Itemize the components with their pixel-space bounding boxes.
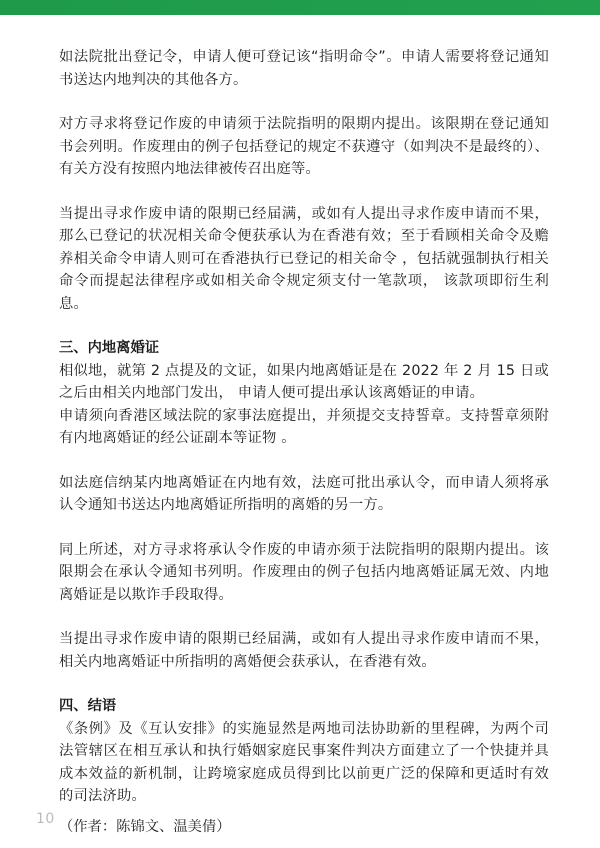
paragraph-recognition-order: 如法庭信纳某内地离婚证在内地有效，法庭可批出承认令，而申请人须将承认令通知书送达内地离婚证所指明的离婚的另一方。	[59, 474, 549, 513]
paragraph-family-court-application: 申请须向香港区域法院的家事法庭提出，并须提交支持誓章。支持誓章须附有内地离婚证的经公证副本等证物 。	[59, 407, 549, 446]
paragraph-registered-order-effect: 当提出寻求作废申请的限期已经届满，或如有人提出寻求作废申请而不果，那么已登记的状况相关命令便获承认为在香港有效；至于看顾相关命令及赡养相关命令申请人则可在香港执行已登记的相关命令 ，包括就强制执行相关命令而提起法律程序或如相关命令规定须支付一笔款项， 该款项即衍生利息。	[59, 205, 549, 312]
section-heading-divorce-cert: 三、内地离婚证	[59, 340, 160, 356]
paragraph-recognition-set-aside: 同上所述，对方寻求将承认令作废的申请亦须于法院指明的限期内提出。该限期会在承认令通知书列明。作废理由的例子包括内地离婚证属无效、内地离婚证是以欺诈手段取得。	[59, 541, 549, 603]
paragraph-recognition-effect: 当提出寻求作废申请的限期已经届满，或如有人提出寻求作废申请而不果，相关内地离婚证中所指明的离婚便会获承认，在香港有效。	[59, 631, 549, 670]
paragraph-set-aside-application: 对方寻求将登记作废的申请须于法院指明的限期内提出。该限期在登记通知书会列明。作废理由的例子包括登记的规定不获遵守（如判决不是最终的）、有关方没有按照内地法律被传召出庭等。	[59, 116, 549, 177]
paragraph-divorce-cert-intro: 相似地，就第 2 点提及的文证，如果内地离婚证是在 2022 年 2 月 15 日或之后由相关内地部门发出， 申请人便可提出承认该离婚证的申请。	[59, 362, 549, 401]
page-number: 10	[36, 811, 55, 827]
top-accent-bar	[0, 0, 600, 15]
author-credit: （作者：陈锦文、温美倩）	[59, 818, 231, 835]
article-body	[59, 46, 549, 838]
paragraph-conclusion: 《条例》及《互认安排》的实施显然是两地司法协助新的里程碑，为两个司法管辖区在相互承认和执行婚姻家庭民事案件判决方面建立了一个快捷并具成本效益的新机制，让跨境家庭成员得到比以前更广泛的保障和更适时有效的司法济助。	[59, 720, 549, 804]
section-heading-conclusion: 四、结语	[59, 698, 117, 714]
paragraph-register-order: 如法院批出登记令，申请人便可登记该“指明命令”。申请人需要将登记通知书送达内地判决的其他各方。	[59, 49, 549, 88]
